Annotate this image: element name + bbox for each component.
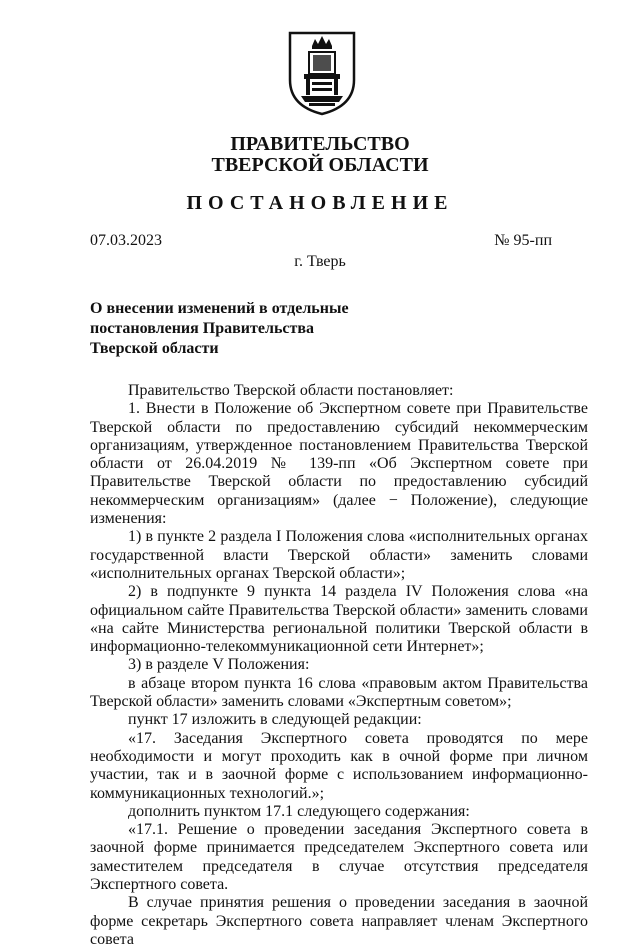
body-paragraph: 3) в разделе V Положения: bbox=[128, 656, 310, 674]
body-paragraph: «17.1. Решение о проведении заседания Экспертного совета в заочной форме принимается председателем Экспертного совета или заместителем председателя в случае отсутствия председателя Экспертного совета. bbox=[90, 821, 588, 894]
body-paragraph: 1. Внести в Положение об Экспертном совете при Правительстве Тверской области по предоставлению субсидий некоммерческим организациям, утвержденное постановлением Правительства Тверской области от 26.04.2019 № 139-пп «Об Экспертном совете при Правительстве Тверской области по предоставлению субсидий некоммерческим организациям» (далее − Положение), следующие изменения: bbox=[90, 400, 588, 528]
body-paragraph: 1) в пункте 2 раздела I Положения слова «исполнительных органах государственной власти Тверской области» заменить словами «исполнительных органах Тверской области»; bbox=[90, 528, 588, 582]
document-subject bbox=[90, 299, 349, 359]
document-date: 07.03.2023 bbox=[90, 232, 162, 249]
body-paragraph: В случае принятия решения о проведении заседания в заочной форме секретарь Экспертного совета направляет членам Экспертного совета bbox=[90, 894, 588, 948]
coat-of-arms-icon bbox=[287, 30, 357, 116]
document-type-title: ПОСТАНОВЛЕНИЕ bbox=[186, 192, 454, 214]
body-paragraph: 2) в подпункте 9 пункта 14 раздела IV Положения слова «на официальном сайте Правительства Тверской области» заменить словами «на сайте Министерства региональной политики Тверской области в информационно-телекоммуникационной сети Интернет»; bbox=[90, 583, 588, 656]
body-paragraph: пункт 17 изложить в следующей редакции: bbox=[128, 711, 422, 729]
subject-line: О внесении изменений в отдельные bbox=[90, 300, 349, 317]
body-paragraph: в абзаце втором пункта 16 слова «правовым актом Правительства Тверской области» заменить словами «Экспертным советом»; bbox=[90, 674, 588, 711]
document-city: г. Тверь bbox=[294, 253, 346, 270]
document-number: № 95-пп bbox=[494, 232, 552, 249]
body-paragraph: дополнить пунктом 17.1 следующего содержания: bbox=[128, 802, 470, 820]
subject-line: постановления Правительства bbox=[90, 320, 314, 337]
document-body bbox=[90, 382, 588, 949]
organization-name-line2: ТВЕРСКОЙ ОБЛАСТИ bbox=[211, 154, 429, 176]
body-paragraph: «17. Заседания Экспертного совета проводятся по мере необходимости и могут проходить как в очной форме при личном участии, так и в заочной форме с использованием информационно-коммуникационных технологий.»; bbox=[90, 729, 588, 802]
subject-line: Тверской области bbox=[90, 340, 219, 357]
organization-name-line1: ПРАВИТЕЛЬСТВО bbox=[230, 133, 410, 155]
body-paragraph: Правительство Тверской области постановляет: bbox=[128, 382, 454, 399]
